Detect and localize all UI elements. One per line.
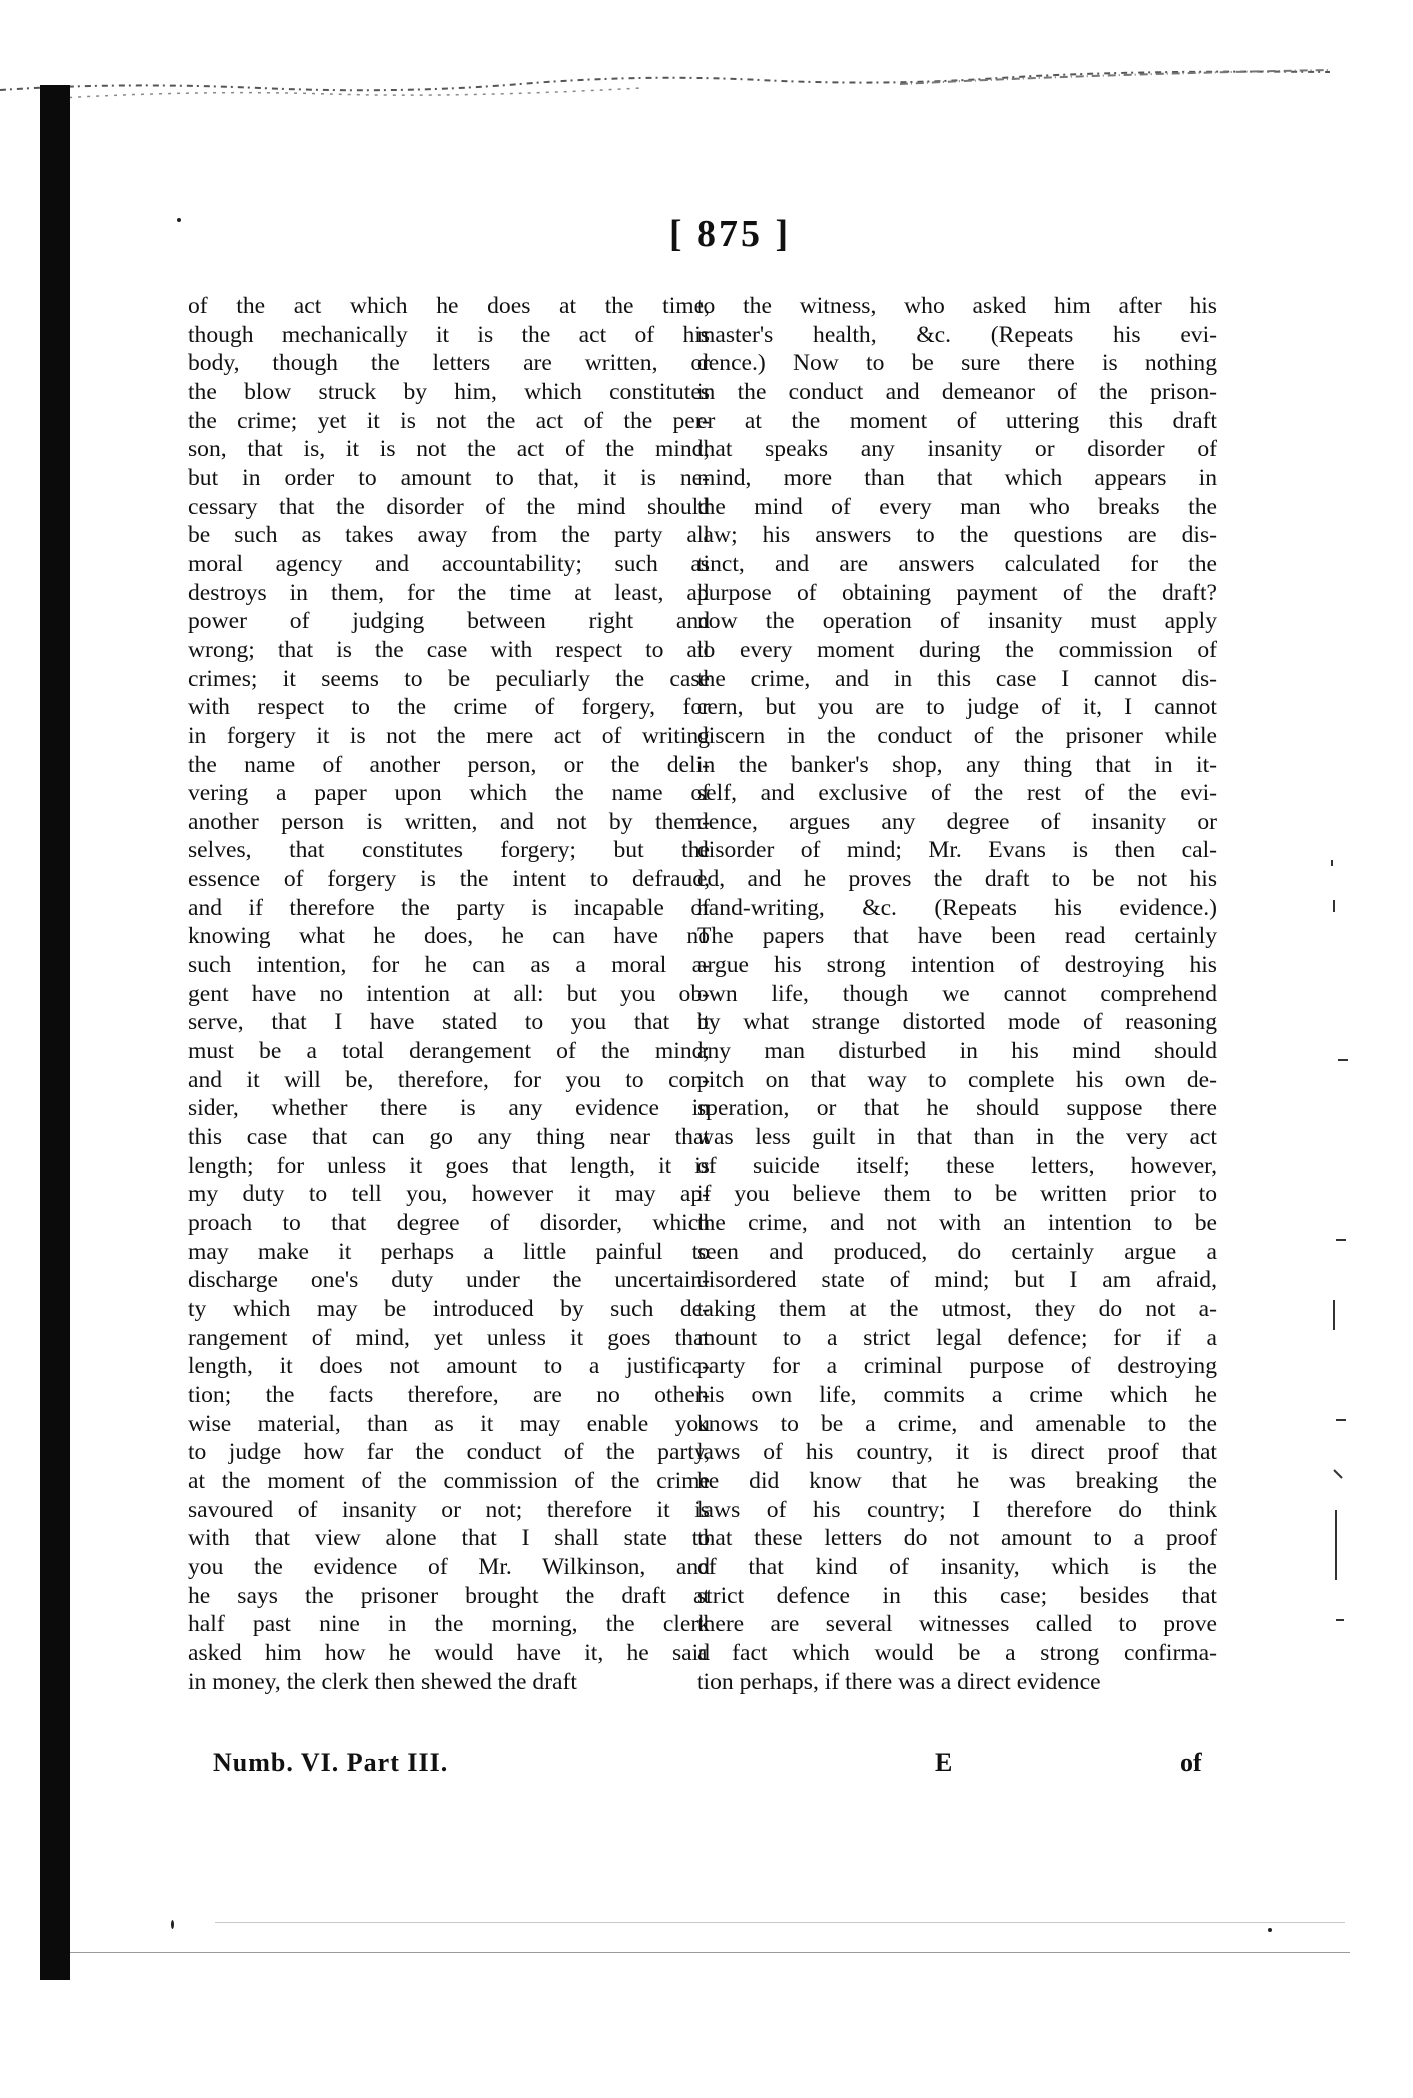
text-line: essence of forgery is the intent to defraud, <box>188 866 710 893</box>
text-line: mount to a strict legal defence; for if a <box>697 1324 1217 1351</box>
text-line: to every moment during the commission of <box>697 636 1217 663</box>
text-line: the mind of every man who breaks the <box>697 493 1217 520</box>
text-line: in money, the clerk then shewed the draft <box>188 1668 577 1695</box>
text-line: argue his strong intention of destroying his <box>697 952 1217 979</box>
text-line: dence, argues any degree of insanity or <box>697 808 1217 835</box>
text-line: in forgery it is not the mere act of writing <box>188 722 710 749</box>
text-line: and if therefore the party is incapable of <box>188 894 710 921</box>
text-line: crimes; it seems to be peculiarly the case <box>188 665 710 692</box>
bottom-rule <box>70 1952 1350 1953</box>
text-line: that these letters do not amount to a proof <box>697 1525 1217 1552</box>
text-line: of that kind of insanity, which is the <box>697 1553 1217 1580</box>
text-line: destroys in them, for the time at least, all <box>188 579 710 606</box>
text-line: vering a paper upon which the name of <box>188 780 710 807</box>
text-line: that speaks any insanity or disorder of <box>697 436 1217 463</box>
text-line: discharge one's duty under the uncertain- <box>188 1267 710 1294</box>
text-line: the crime, and not with an intention to be <box>697 1210 1217 1236</box>
text-line: he says the prisoner brought the draft at <box>188 1582 710 1609</box>
text-line: length, it does not amount to a justifica- <box>188 1353 710 1380</box>
text-line: of suicide itself; these letters, however, <box>697 1152 1217 1179</box>
text-line: knows to be a crime, and amenable to the <box>697 1410 1217 1437</box>
text-line: by what strange distorted mode of reasoning <box>697 1009 1217 1036</box>
text-line: pitch on that way to complete his own de- <box>697 1066 1217 1093</box>
text-line: with respect to the crime of forgery, for <box>188 694 710 721</box>
text-line: at the moment of the commission of the crime <box>188 1467 710 1494</box>
catchword: of <box>1180 1748 1202 1777</box>
text-line: disordered state of mind; but I am afraid, <box>697 1267 1217 1294</box>
text-line: my duty to tell you, however it may ap- <box>188 1181 710 1208</box>
text-line: self, and exclusive of the rest of the evi- <box>697 780 1217 807</box>
text-line: wise material, than as it may enable you <box>188 1410 710 1437</box>
text-line: there are several witnesses called to prove <box>697 1611 1217 1638</box>
text-line: laws of his country, it is direct proof that <box>697 1439 1217 1466</box>
text-line: half past nine in the morning, the clerk <box>188 1611 710 1638</box>
text-line: if you believe them to be written prior to <box>697 1181 1217 1208</box>
text-line: to the witness, who asked him after his <box>697 293 1217 319</box>
footer-part-marker: Numb. VI. Part III. <box>213 1748 449 1777</box>
text-line: hand-writing, &c. (Repeats his evidence.) <box>697 894 1217 921</box>
text-line: asked him how he would have it, he said <box>188 1639 710 1666</box>
text-line: law; his answers to the questions are dis- <box>697 522 1217 549</box>
page-number: [ 875 ] <box>668 213 792 255</box>
text-line: cern, but you are to judge of it, I cannot <box>697 694 1217 721</box>
text-line: tinct, and are answers calculated for the <box>697 550 1217 577</box>
text-line: though mechanically it is the act of his <box>188 321 710 348</box>
text-line: this case that can go any thing near that <box>188 1124 710 1151</box>
text-line: savoured of insanity or not; therefore it is <box>188 1496 710 1523</box>
text-line: to judge how far the conduct of the party, <box>188 1439 710 1466</box>
text-line: the crime; yet it is not the act of the per- <box>188 407 710 434</box>
text-line: length; for unless it goes that length, it is <box>188 1152 710 1179</box>
text-line: proach to that degree of disorder, which <box>188 1210 710 1236</box>
text-line: you the evidence of Mr. Wilkinson, and <box>188 1553 710 1580</box>
text-line: the blow struck by him, which constitutes <box>188 378 710 405</box>
text-line: be such as takes away from the party all <box>188 522 710 549</box>
text-line: he did know that he was breaking the <box>697 1467 1217 1494</box>
right-text-column <box>697 292 1217 1696</box>
text-line: the name of another person, or the deli- <box>188 751 710 778</box>
text-line: may make it perhaps a little painful to <box>188 1238 710 1265</box>
text-line: strict defence in this case; besides that <box>697 1582 1217 1609</box>
text-line: tion perhaps, if there was a direct evidence <box>697 1668 1101 1695</box>
text-line: wrong; that is the case with respect to all <box>188 636 710 663</box>
text-line: now the operation of insanity must apply <box>697 608 1217 635</box>
speck <box>1268 1928 1272 1932</box>
text-line: gent have no intention at all: but you ob- <box>188 980 710 1007</box>
text-line: power of judging between right and <box>188 608 710 635</box>
text-line: in the banker's shop, any thing that in it- <box>697 751 1217 778</box>
text-line: rangement of mind, yet unless it goes that <box>188 1324 710 1351</box>
text-line: was less guilt in that than in the very act <box>697 1124 1217 1151</box>
text-line: in the conduct and demeanor of the prison- <box>697 378 1217 405</box>
text-line: seen and produced, do certainly argue a <box>697 1238 1217 1265</box>
signature-mark: E <box>935 1748 953 1777</box>
text-line: disorder of mind; Mr. Evans is then cal- <box>697 837 1217 864</box>
text-line: serve, that I have stated to you that it <box>188 1009 710 1036</box>
text-line: ty which may be introduced by such de- <box>188 1295 710 1322</box>
page-gutter-shadow <box>40 85 70 1980</box>
text-line: such intention, for he can as a moral a- <box>188 952 710 979</box>
speck <box>177 218 181 222</box>
text-line: but in order to amount to that, it is ne- <box>188 464 710 491</box>
text-line: purpose of obtaining payment of the draft? <box>697 579 1217 606</box>
text-line: selves, that constitutes forgery; but the <box>188 837 710 864</box>
text-line: any man disturbed in his mind should <box>697 1038 1217 1065</box>
text-line: knowing what he does, he can have no <box>188 923 710 950</box>
text-line: cessary that the disorder of the mind should <box>188 493 710 520</box>
text-line: a fact which would be a strong confirma- <box>697 1639 1217 1666</box>
text-line: and it will be, therefore, for you to con- <box>188 1066 710 1093</box>
text-line: tion; the facts therefore, are no other- <box>188 1381 710 1408</box>
text-line: moral agency and accountability; such as <box>188 550 710 577</box>
text-line: body, though the letters are written, or <box>188 350 710 377</box>
text-line: party for a criminal purpose of destroying <box>697 1353 1217 1380</box>
bottom-faint-rule <box>215 1922 1345 1923</box>
scan-edge-noise <box>0 60 1340 110</box>
text-line: another person is written, and not by them- <box>188 808 710 835</box>
text-line: The papers that have been read certainly <box>697 923 1217 950</box>
text-line: ed, and he proves the draft to be not his <box>697 866 1217 893</box>
text-line: master's health, &c. (Repeats his evi- <box>697 321 1217 348</box>
text-line: taking them at the utmost, they do not a- <box>697 1295 1217 1322</box>
text-line: mind, more than that which appears in <box>697 464 1217 491</box>
right-margin-marks <box>1322 860 1362 1680</box>
text-line: own life, though we cannot comprehend <box>697 980 1217 1007</box>
text-line: must be a total derangement of the mind; <box>188 1038 710 1065</box>
text-line: dence.) Now to be sure there is nothing <box>697 350 1217 377</box>
text-line: sider, whether there is any evidence in <box>188 1095 710 1122</box>
text-line: son, that is, it is not the act of the mind; <box>188 436 710 463</box>
text-line: laws of his country; I therefore do think <box>697 1496 1217 1523</box>
text-line: his own life, commits a crime which he <box>697 1381 1217 1408</box>
text-line: of the act which he does at the time, <box>188 293 710 319</box>
speck <box>171 1920 174 1929</box>
text-line: speration, or that he should suppose there <box>697 1095 1217 1122</box>
text-line: er at the moment of uttering this draft <box>697 407 1217 434</box>
text-line: discern in the conduct of the prisoner while <box>697 722 1217 749</box>
left-text-column <box>188 292 710 1696</box>
text-line: with that view alone that I shall state to <box>188 1525 710 1552</box>
text-line: the crime, and in this case I cannot dis- <box>697 665 1217 692</box>
